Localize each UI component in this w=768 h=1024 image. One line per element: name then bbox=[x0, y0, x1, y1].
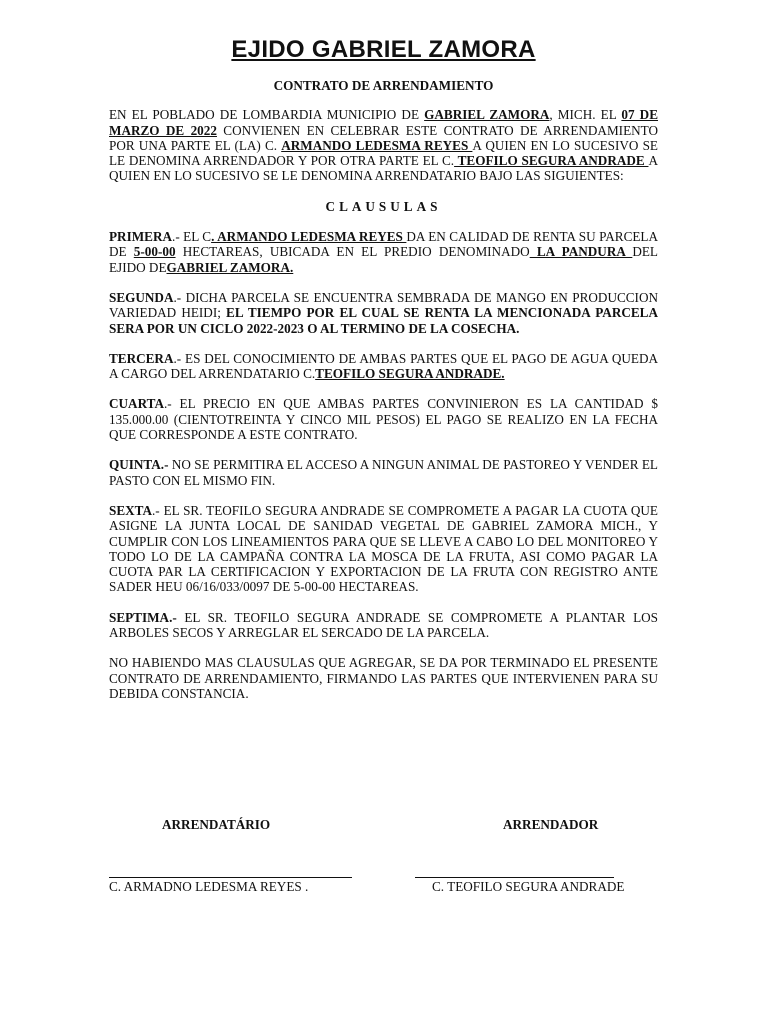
closing-paragraph: NO HABIENDO MAS CLAUSULAS QUE AGREGAR, SE DA POR TERMINADO EL PRESENTE CONTRATO DE ARRENDAMIENTO, FIRMANDO LAS PARTES QUE INTERVIENEN PARA SU DEBIDA CONSTANCIA. bbox=[109, 655, 658, 701]
clause-cuarta bbox=[109, 396, 658, 442]
right-signature-line bbox=[415, 877, 614, 878]
clause-quinta bbox=[109, 457, 658, 488]
contract-document bbox=[109, 36, 658, 701]
clause-tercera bbox=[109, 351, 658, 382]
arrendatario-signature-label: ARRENDATÁRIO bbox=[162, 817, 271, 832]
clausulas-heading: CLAUSULAS bbox=[325, 198, 442, 214]
clause-label: SEXTA bbox=[109, 502, 152, 518]
clause-label: PRIMERA bbox=[109, 229, 173, 245]
arrendatario-name: TEOFILO SEGURA ANDRADE bbox=[454, 153, 649, 169]
predio-name: LA PANDURA bbox=[529, 244, 633, 260]
clause-text: .- EL PRECIO EN QUE AMBAS PARTES CONVINIERON ES LA CANTIDAD $ 135.000.00 (CIENTOTREINTA Y CINCO MIL PESOS) EL PAGO SE REALIZO EN LA FECHA QUE CORRESPONDE A ESTE CONTRATO. bbox=[109, 396, 658, 443]
right-signatory-name: C. TEOFILO SEGURA ANDRADE bbox=[432, 879, 625, 894]
arrendador-name: ARMANDO LEDESMA REYES bbox=[281, 137, 473, 153]
clause-label: TERCERA bbox=[109, 350, 174, 366]
intro-text: CONVIENEN EN CELEBRAR ESTE CONTRATO DE ARRENDAMIENTO POR UNA PARTE EL (LA) C. bbox=[109, 122, 658, 153]
intro-paragraph bbox=[109, 107, 658, 183]
arrendador-name: . ARMANDO LEDESMA REYES bbox=[211, 229, 407, 245]
municipality-name: GABRIEL ZAMORA bbox=[424, 107, 550, 123]
clause-label: SEGUNDA bbox=[109, 289, 174, 305]
document-subtitle: CONTRATO DE ARRENDAMIENTO bbox=[273, 78, 494, 93]
contract-date: 07 DE MARZO DE 2022 bbox=[109, 107, 659, 138]
parcel-area: 5-00-00 bbox=[133, 244, 176, 260]
clause-text: .- ES DEL CONOCIMIENTO DE AMBAS PARTES QUE EL PAGO DE AGUA QUEDA A CARGO DEL ARRENDATARIO C. bbox=[109, 350, 658, 382]
clause-septima bbox=[109, 610, 658, 641]
left-signature-line bbox=[109, 877, 352, 878]
intro-text: A QUIEN EN LO SUCESIVO SE LE DENOMINA ARRENDATARIO BAJO LAS SIGUIENTES: bbox=[109, 153, 659, 184]
clause-bold-text: EL TIEMPO POR EL CUAL SE RENTA LA MENCIONADA PARCELA SERA POR UN CICLO 2022-2023 O AL TERMINO DE LA COSECHA. bbox=[109, 305, 658, 336]
clause-segunda bbox=[109, 290, 658, 336]
document-title: EJIDO GABRIEL ZAMORA bbox=[231, 36, 536, 63]
clause-text: DEL EJIDO DE bbox=[109, 244, 658, 275]
clause-text: .- DICHA PARCELA SE ENCUENTRA SEMBRADA DE MANGO EN PRODUCCION VARIEDAD HEIDI; bbox=[109, 289, 658, 321]
clause-text: DA EN CALIDAD DE RENTA SU PARCELA DE bbox=[109, 229, 659, 260]
intro-text: EN EL POBLADO DE LOMBARDIA MUNICIPIO DE bbox=[109, 107, 425, 123]
intro-text: A QUIEN EN LO SUCESIVO SE LE DENOMINA ARRENDADOR Y POR OTRA PARTE EL C. bbox=[109, 137, 658, 169]
clause-text: .- EL C bbox=[172, 229, 212, 245]
ejido-name: GABRIEL ZAMORA. bbox=[166, 259, 294, 275]
arrendador-signature-label: ARRENDADOR bbox=[503, 817, 599, 832]
clause-text: .- EL SR. TEOFILO SEGURA ANDRADE SE COMPROMETE A PAGAR LA CUOTA QUE ASIGNE LA JUNTA LOCAL DE SANIDAD VEGETAL DE GABRIEL ZAMORA MICH., Y CUMPLIR CON LOS LINEAMIENTOS PARA QUE SE LLEVE A CABO LO DEL MONITOREO Y TODO LO DE LA CAMPAÑA CONTRA LA MOSCA DE LA FRUTA, ASI COMO PAGAR LA CUOTA PAR LA CERTIFICACION Y EXPORTACION DE LA FRUTA CON REGISTRO ANTE SADER HEU 06/16/033/0097 DE 5-00-00 HECTAREAS. bbox=[109, 502, 658, 595]
left-signatory-name: C. ARMADNO LEDESMA REYES . bbox=[109, 879, 309, 894]
clause-sexta bbox=[109, 503, 658, 595]
clause-label: SEPTIMA.- bbox=[109, 609, 177, 625]
clause-text: HECTAREAS, UBICADA EN EL PREDIO DENOMINADO bbox=[175, 244, 530, 260]
clause-primera bbox=[109, 229, 658, 275]
intro-text: , MICH. EL bbox=[549, 107, 622, 123]
arrendatario-name: TEOFILO SEGURA ANDRADE. bbox=[315, 366, 505, 382]
clause-label: CUARTA bbox=[109, 396, 164, 412]
clause-text: NO SE PERMITIRA EL ACCESO A NINGUN ANIMAL DE PASTOREO Y VENDER EL PASTO CON EL MISMO FIN. bbox=[109, 457, 658, 488]
clause-text: EL SR. TEOFILO SEGURA ANDRADE SE COMPROMETE A PLANTAR LOS ARBOLES SECOS Y ARREGLAR EL SERCADO DE LA PARCELA. bbox=[109, 609, 658, 641]
clause-label: QUINTA.- bbox=[109, 457, 169, 473]
